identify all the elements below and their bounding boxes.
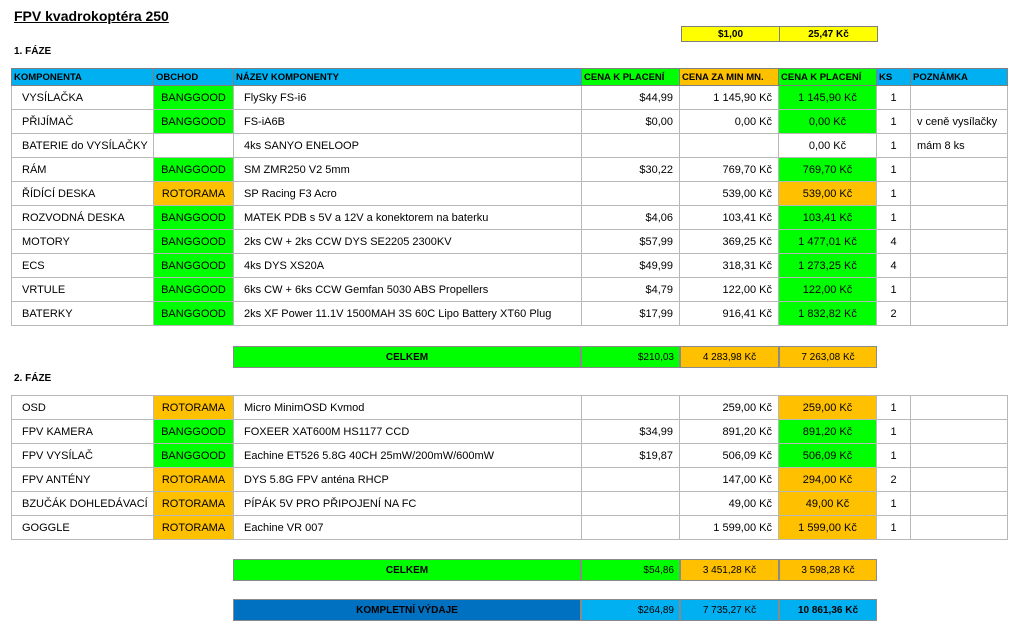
cell-component[interactable]: OSD [12,396,154,420]
cell-shop[interactable]: BANGGOOD [154,230,234,254]
cell-pay[interactable]: 1 477,01 Kč [779,230,877,254]
total-label[interactable]: CELKEM [233,346,581,368]
cell-qty[interactable]: 1 [877,278,911,302]
phase-1-heading: 1. FÁZE [14,46,52,57]
cell-component[interactable]: PŘIJÍMAČ [12,110,154,134]
cell-component[interactable]: ROZVODNÁ DESKA [12,206,154,230]
table-row [12,516,1008,540]
cell-usd[interactable]: $0,00 [582,110,680,134]
cell-note[interactable]: v ceně vysílačky [911,110,1008,134]
cell-qty[interactable]: 1 [877,110,911,134]
cell-qty[interactable]: 1 [877,182,911,206]
table-row [12,420,1008,444]
phase-1-table [11,68,1008,326]
cell-min[interactable]: 122,00 Kč [680,278,779,302]
cell-component[interactable]: VRTULE [12,278,154,302]
cell-name[interactable]: 4ks DYS XS20A [234,254,582,278]
cell-component[interactable]: BATERKY [12,302,154,326]
header-component: KOMPONENTA [12,69,154,86]
cell-shop[interactable]: BANGGOOD [154,420,234,444]
cell-usd[interactable] [582,396,680,420]
total-usd[interactable]: $210,03 [581,346,680,368]
cell-pay[interactable]: 891,20 Kč [779,420,877,444]
table-row [12,86,1008,110]
cell-note[interactable] [911,230,1008,254]
cell-usd[interactable] [582,492,680,516]
cell-component[interactable]: GOGGLE [12,516,154,540]
cell-note[interactable] [911,468,1008,492]
cell-note[interactable] [911,492,1008,516]
cell-min[interactable]: 318,31 Kč [680,254,779,278]
cell-usd[interactable] [582,182,680,206]
total-pay[interactable]: 7 263,08 Kč [779,346,877,368]
cell-name[interactable]: 2ks CW + 2ks CCW DYS SE2205 2300KV [234,230,582,254]
cell-qty[interactable]: 1 [877,206,911,230]
cell-min[interactable]: 1 145,90 Kč [680,86,779,110]
table-row [12,302,1008,326]
phase-2-table [11,395,1008,540]
table-row [12,254,1008,278]
cell-name[interactable]: MATEK PDB s 5V a 12V a konektorem na baterku [234,206,582,230]
phase-2-heading: 2. FÁZE [14,373,52,384]
cell-pay[interactable]: 1 273,25 Kč [779,254,877,278]
exchange-rate-usd[interactable]: $1,00 [681,26,780,42]
cell-min[interactable]: 539,00 Kč [680,182,779,206]
total-pay[interactable]: 3 598,28 Kč [779,559,877,581]
cell-name[interactable]: FS-iA6B [234,110,582,134]
cell-component[interactable]: FPV ANTÉNY [12,468,154,492]
cell-usd[interactable]: $57,99 [582,230,680,254]
cell-min[interactable]: 1 599,00 Kč [680,516,779,540]
cell-shop[interactable]: BANGGOOD [154,278,234,302]
header-qty: KS [877,69,911,86]
cell-pay[interactable]: 1 832,82 Kč [779,302,877,326]
table-row [12,206,1008,230]
cell-shop[interactable]: BANGGOOD [154,206,234,230]
cell-qty[interactable]: 2 [877,302,911,326]
cell-pay[interactable]: 294,00 Kč [779,468,877,492]
cell-name[interactable]: 2ks XF Power 11.1V 1500MAH 3S 60C Lipo Battery XT60 Plug [234,302,582,326]
cell-note[interactable] [911,420,1008,444]
cell-note[interactable] [911,206,1008,230]
cell-pay[interactable]: 506,09 Kč [779,444,877,468]
phase-1-total-row [233,346,877,368]
table-row [12,468,1008,492]
table-row [12,444,1008,468]
cell-usd[interactable]: $17,99 [582,302,680,326]
cell-qty[interactable]: 1 [877,516,911,540]
total-min[interactable]: 4 283,98 Kč [680,346,779,368]
sheet-title: FPV kvadrokoptéra 250 [14,8,169,24]
cell-usd[interactable]: $19,87 [582,444,680,468]
cell-pay[interactable]: 49,00 Kč [779,492,877,516]
cell-shop[interactable]: ROTORAMA [154,182,234,206]
total-label[interactable]: CELKEM [233,559,581,581]
cell-usd[interactable] [582,516,680,540]
total-min[interactable]: 3 451,28 Kč [680,559,779,581]
cell-qty[interactable]: 1 [877,420,911,444]
cell-component[interactable]: FPV KAMERA [12,420,154,444]
cell-component[interactable]: ECS [12,254,154,278]
cell-name[interactable]: DYS 5.8G FPV anténa RHCP [234,468,582,492]
cell-note[interactable] [911,516,1008,540]
cell-min[interactable]: 103,41 Kč [680,206,779,230]
cell-name[interactable]: 4ks SANYO ENELOOP [234,134,582,158]
cell-usd[interactable]: $30,22 [582,158,680,182]
cell-shop[interactable]: ROTORAMA [154,492,234,516]
cell-name[interactable]: SP Racing F3 Acro [234,182,582,206]
cell-shop[interactable]: ROTORAMA [154,468,234,492]
cell-qty[interactable]: 1 [877,396,911,420]
header-price-pay: CENA K PLACENÍ [582,69,680,86]
cell-name[interactable]: Eachine VR 007 [234,516,582,540]
cell-qty[interactable]: 4 [877,254,911,278]
table-row [12,278,1008,302]
cell-note[interactable] [911,278,1008,302]
table-row [12,230,1008,254]
cell-qty[interactable]: 2 [877,468,911,492]
cell-component[interactable]: RÁM [12,158,154,182]
grand-total-label[interactable]: KOMPLETNÍ VÝDAJE [233,599,581,621]
cell-shop[interactable]: BANGGOOD [154,86,234,110]
cell-name[interactable]: 6ks CW + 6ks CCW Gemfan 5030 ABS Propellers [234,278,582,302]
cell-qty[interactable]: 1 [877,158,911,182]
cell-note[interactable] [911,302,1008,326]
cell-qty[interactable]: 4 [877,230,911,254]
table-row [12,158,1008,182]
grand-total-min[interactable]: 7 735,27 Kč [680,599,779,621]
header-name: NÁZEV KOMPONENTY [234,69,582,86]
cell-name[interactable]: SM ZMR250 V2 5mm [234,158,582,182]
cell-name[interactable]: FOXEER XAT600M HS1177 CCD [234,420,582,444]
cell-min[interactable]: 916,41 Kč [680,302,779,326]
cell-min[interactable]: 891,20 Kč [680,420,779,444]
cell-pay[interactable]: 539,00 Kč [779,182,877,206]
cell-min[interactable] [680,134,779,158]
table-row [12,182,1008,206]
cell-pay[interactable]: 259,00 Kč [779,396,877,420]
cell-note[interactable] [911,182,1008,206]
cell-pay[interactable]: 769,70 Kč [779,158,877,182]
cell-min[interactable]: 147,00 Kč [680,468,779,492]
cell-shop[interactable]: BANGGOOD [154,444,234,468]
cell-note[interactable] [911,254,1008,278]
total-usd[interactable]: $54,86 [581,559,680,581]
cell-shop[interactable]: BANGGOOD [154,158,234,182]
cell-usd[interactable] [582,134,680,158]
exchange-rate-czk[interactable]: 25,47 Kč [779,26,878,42]
cell-pay[interactable]: 1 145,90 Kč [779,86,877,110]
cell-component[interactable]: BZUČÁK DOHLEDÁVACÍ [12,492,154,516]
cell-min[interactable]: 369,25 Kč [680,230,779,254]
cell-pay[interactable]: 0,00 Kč [779,134,877,158]
cell-shop[interactable] [154,134,234,158]
cell-note[interactable] [911,86,1008,110]
grand-total-pay[interactable]: 10 861,36 Kč [779,599,877,621]
cell-pay[interactable]: 103,41 Kč [779,206,877,230]
cell-pay[interactable]: 1 599,00 Kč [779,516,877,540]
cell-shop[interactable]: ROTORAMA [154,396,234,420]
grand-total-usd[interactable]: $264,89 [581,599,680,621]
header-price-pay-total: CENA K PLACENÍ [779,69,877,86]
cell-note[interactable] [911,444,1008,468]
cell-name[interactable]: Eachine ET526 5.8G 40CH 25mW/200mW/600mW [234,444,582,468]
table-row [12,134,1008,158]
table-row [12,492,1008,516]
cell-qty[interactable]: 1 [877,134,911,158]
cell-min[interactable]: 769,70 Kč [680,158,779,182]
header-shop: OBCHOD [154,69,234,86]
header-price-min: CENA ZA MIN MN. [680,69,779,86]
cell-qty[interactable]: 1 [877,86,911,110]
cell-shop[interactable]: BANGGOOD [154,110,234,134]
cell-min[interactable]: 49,00 Kč [680,492,779,516]
cell-shop[interactable]: ROTORAMA [154,516,234,540]
cell-name[interactable]: Micro MinimOSD Kvmod [234,396,582,420]
cell-note[interactable]: mám 8 ks [911,134,1008,158]
cell-usd[interactable]: $4,06 [582,206,680,230]
cell-shop[interactable]: BANGGOOD [154,302,234,326]
cell-pay[interactable]: 0,00 Kč [779,110,877,134]
cell-min[interactable]: 506,09 Kč [680,444,779,468]
cell-usd[interactable]: $34,99 [582,420,680,444]
cell-usd[interactable]: $44,99 [582,86,680,110]
grand-total-row [233,599,877,621]
phase-2-total-row [233,559,877,581]
cell-note[interactable] [911,396,1008,420]
cell-component[interactable]: VYSÍLAČKA [12,86,154,110]
table-header-row [12,69,1008,86]
cell-component[interactable]: ŘÍDÍCÍ DESKA [12,182,154,206]
cell-qty[interactable]: 1 [877,444,911,468]
cell-component[interactable]: MOTORY [12,230,154,254]
cell-min[interactable]: 0,00 Kč [680,110,779,134]
cell-usd[interactable]: $4,79 [582,278,680,302]
cell-name[interactable]: FlySky FS-i6 [234,86,582,110]
cell-shop[interactable]: BANGGOOD [154,254,234,278]
header-note: POZNÁMKA [911,69,1008,86]
cell-usd[interactable] [582,468,680,492]
table-row [12,110,1008,134]
cell-name[interactable]: PÍPÁK 5V PRO PŘIPOJENÍ NA FC [234,492,582,516]
cell-qty[interactable]: 1 [877,492,911,516]
cell-pay[interactable]: 122,00 Kč [779,278,877,302]
cell-component[interactable]: BATERIE do VYSÍLAČKY [12,134,154,158]
cell-min[interactable]: 259,00 Kč [680,396,779,420]
cell-component[interactable]: FPV VYSÍLAČ [12,444,154,468]
cell-note[interactable] [911,158,1008,182]
table-row [12,396,1008,420]
cell-usd[interactable]: $49,99 [582,254,680,278]
